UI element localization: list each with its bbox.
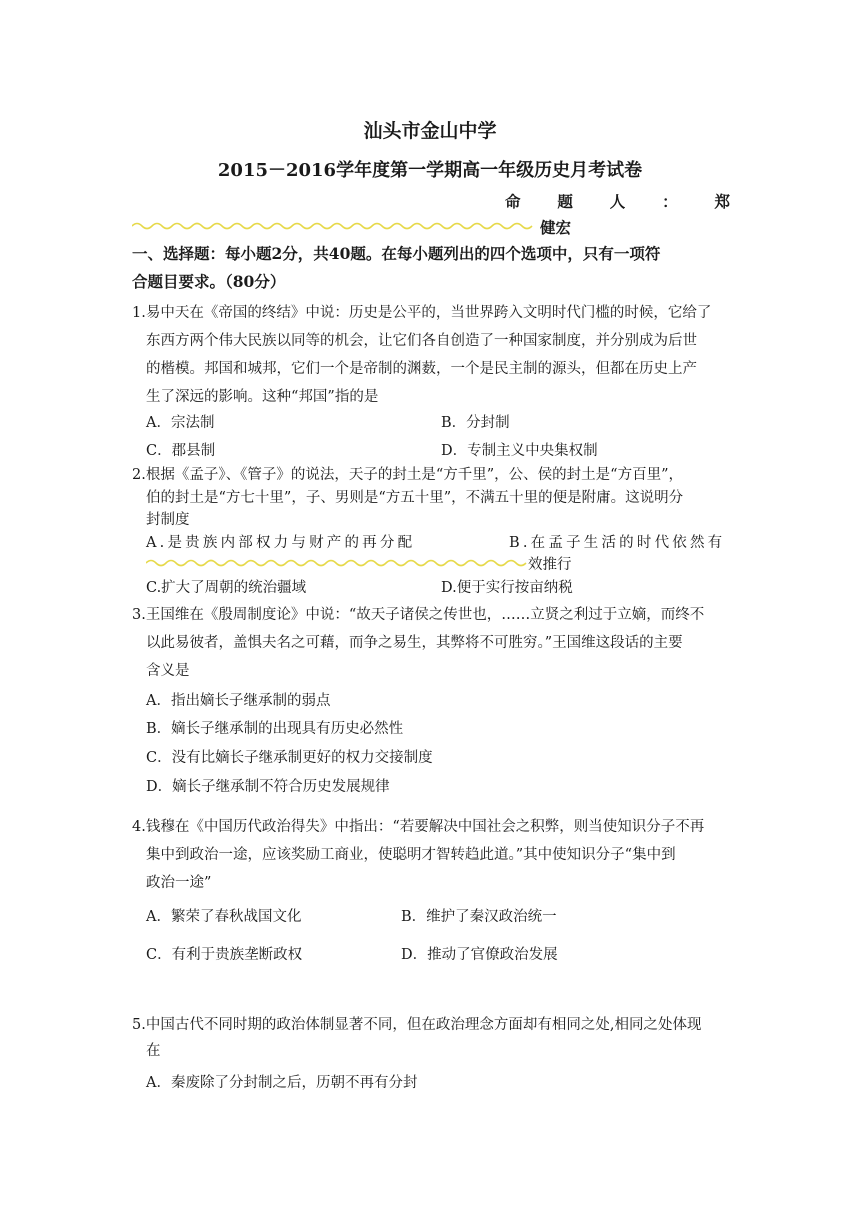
author-name-cont: 健宏 — [540, 218, 572, 237]
q4-option-b: B．维护了秦汉政治统一 — [401, 909, 557, 925]
author-char: 郑 — [714, 192, 730, 211]
author-char: 命 — [505, 192, 521, 211]
q1-option-c: C．郡县制 — [146, 443, 216, 459]
q2-stem: 2.根据《孟子》、《管子》的说法，天子的封土是“方千里”，公、侯的封土是“方百里”， — [132, 467, 683, 483]
q4-option-a: A．繁荣了春秋战国文化 — [146, 909, 302, 925]
underline-squiggle — [146, 557, 531, 569]
underline-squiggle — [132, 220, 537, 232]
q2-option-d: D.便于实行按亩纳税 — [441, 580, 573, 596]
author-char: 人 — [609, 192, 626, 211]
q1-option-a: A．宗法制 — [146, 415, 215, 431]
q2-stem: 封制度 — [146, 512, 190, 528]
q3-option-a: A．指出嫡长子继承制的弱点 — [146, 693, 331, 709]
q2-stem: 伯的封土是“方七十里”，子、男则是“方五十里”，不满五十里的便是附庸。这说明分 — [146, 490, 684, 506]
q3-stem: 3.王国维在《殷周制度论》中说：“故天子诸侯之传世也，……立贤之利过于立嫡，而终不 — [132, 607, 705, 623]
q1-stem: 生了深远的影响。这种“邦国”指的是 — [146, 389, 379, 405]
q5-stem: 5.中国古代不同时期的政治体制显著不同，但在政治理念方面却有相同之处,相同之处体现 — [132, 1017, 702, 1033]
author-line — [505, 190, 730, 212]
q3-stem: 以此易彼者，盖惧夫名之可藉，而争之易生，其弊将不可胜穷。”王国维这段话的主要 — [146, 635, 683, 651]
q3-stem: 含义是 — [146, 663, 190, 679]
q4-stem: 政治一途” — [146, 875, 212, 891]
author-char: 题 — [557, 192, 573, 211]
q1-stem: 的楷模。邦国和城邦，它们一个是帝制的渊薮，一个是民主制的源头，但都在历史上产 — [146, 361, 697, 377]
q1-stem: 1.易中天在《帝国的终结》中说：历史是公平的，当世界跨入文明时代门槛的时候，它给了 — [132, 305, 712, 321]
q2-option-b-cont: 效推行 — [528, 557, 572, 573]
q2-option-a: A.是贵族内部权力与财产的再分配 — [146, 535, 416, 551]
q4-option-d: D．推动了官僚政治发展 — [401, 947, 558, 963]
q5-option-a: A．秦废除了分封制之后，历朝不再有分封 — [146, 1075, 418, 1091]
q2-option-b: B.在孟子生活的时代依然有 — [509, 535, 726, 551]
q3-option-c: C．没有比嫡长子继承制更好的权力交接制度 — [146, 750, 433, 766]
q3-option-b: B．嫡长子继承制的出现具有历史必然性 — [146, 721, 404, 737]
author-char: ： — [662, 192, 678, 211]
q2-option-c: C.扩大了周朝的统治疆域 — [146, 580, 307, 596]
school-name: 汕头市金山中学 — [363, 120, 497, 142]
q1-stem: 东西方两个伟大民族以同等的机会，让它们各自创造了一种国家制度，并分别成为后世 — [146, 333, 697, 349]
exam-title: 2015－2016学年度第一学期高一年级历史月考试卷 — [217, 160, 643, 181]
q5-stem: 在 — [146, 1043, 161, 1059]
q4-stem: 4.钱穆在《中国历代政治得失》中指出：“若要解决中国社会之积弊，则当使知识分子不再 — [132, 819, 705, 835]
q1-option-d: D．专制主义中央集权制 — [441, 443, 598, 459]
q1-option-b: B．分封制 — [441, 415, 510, 431]
q4-stem: 集中到政治一途，应该奖励工商业，使聪明才智转趋此道。”其中使知识分子“集中到 — [146, 847, 676, 863]
q3-option-d: D．嫡长子继承制不符合历史发展规律 — [146, 779, 390, 795]
q4-option-c: C．有利于贵族垄断政权 — [146, 947, 303, 963]
section-heading: 一、选择题：每小题2分，共40题。在每小题列出的四个选项中，只有一项符 — [132, 244, 661, 263]
section-heading-cont: 合题目要求。（80分） — [132, 272, 286, 291]
